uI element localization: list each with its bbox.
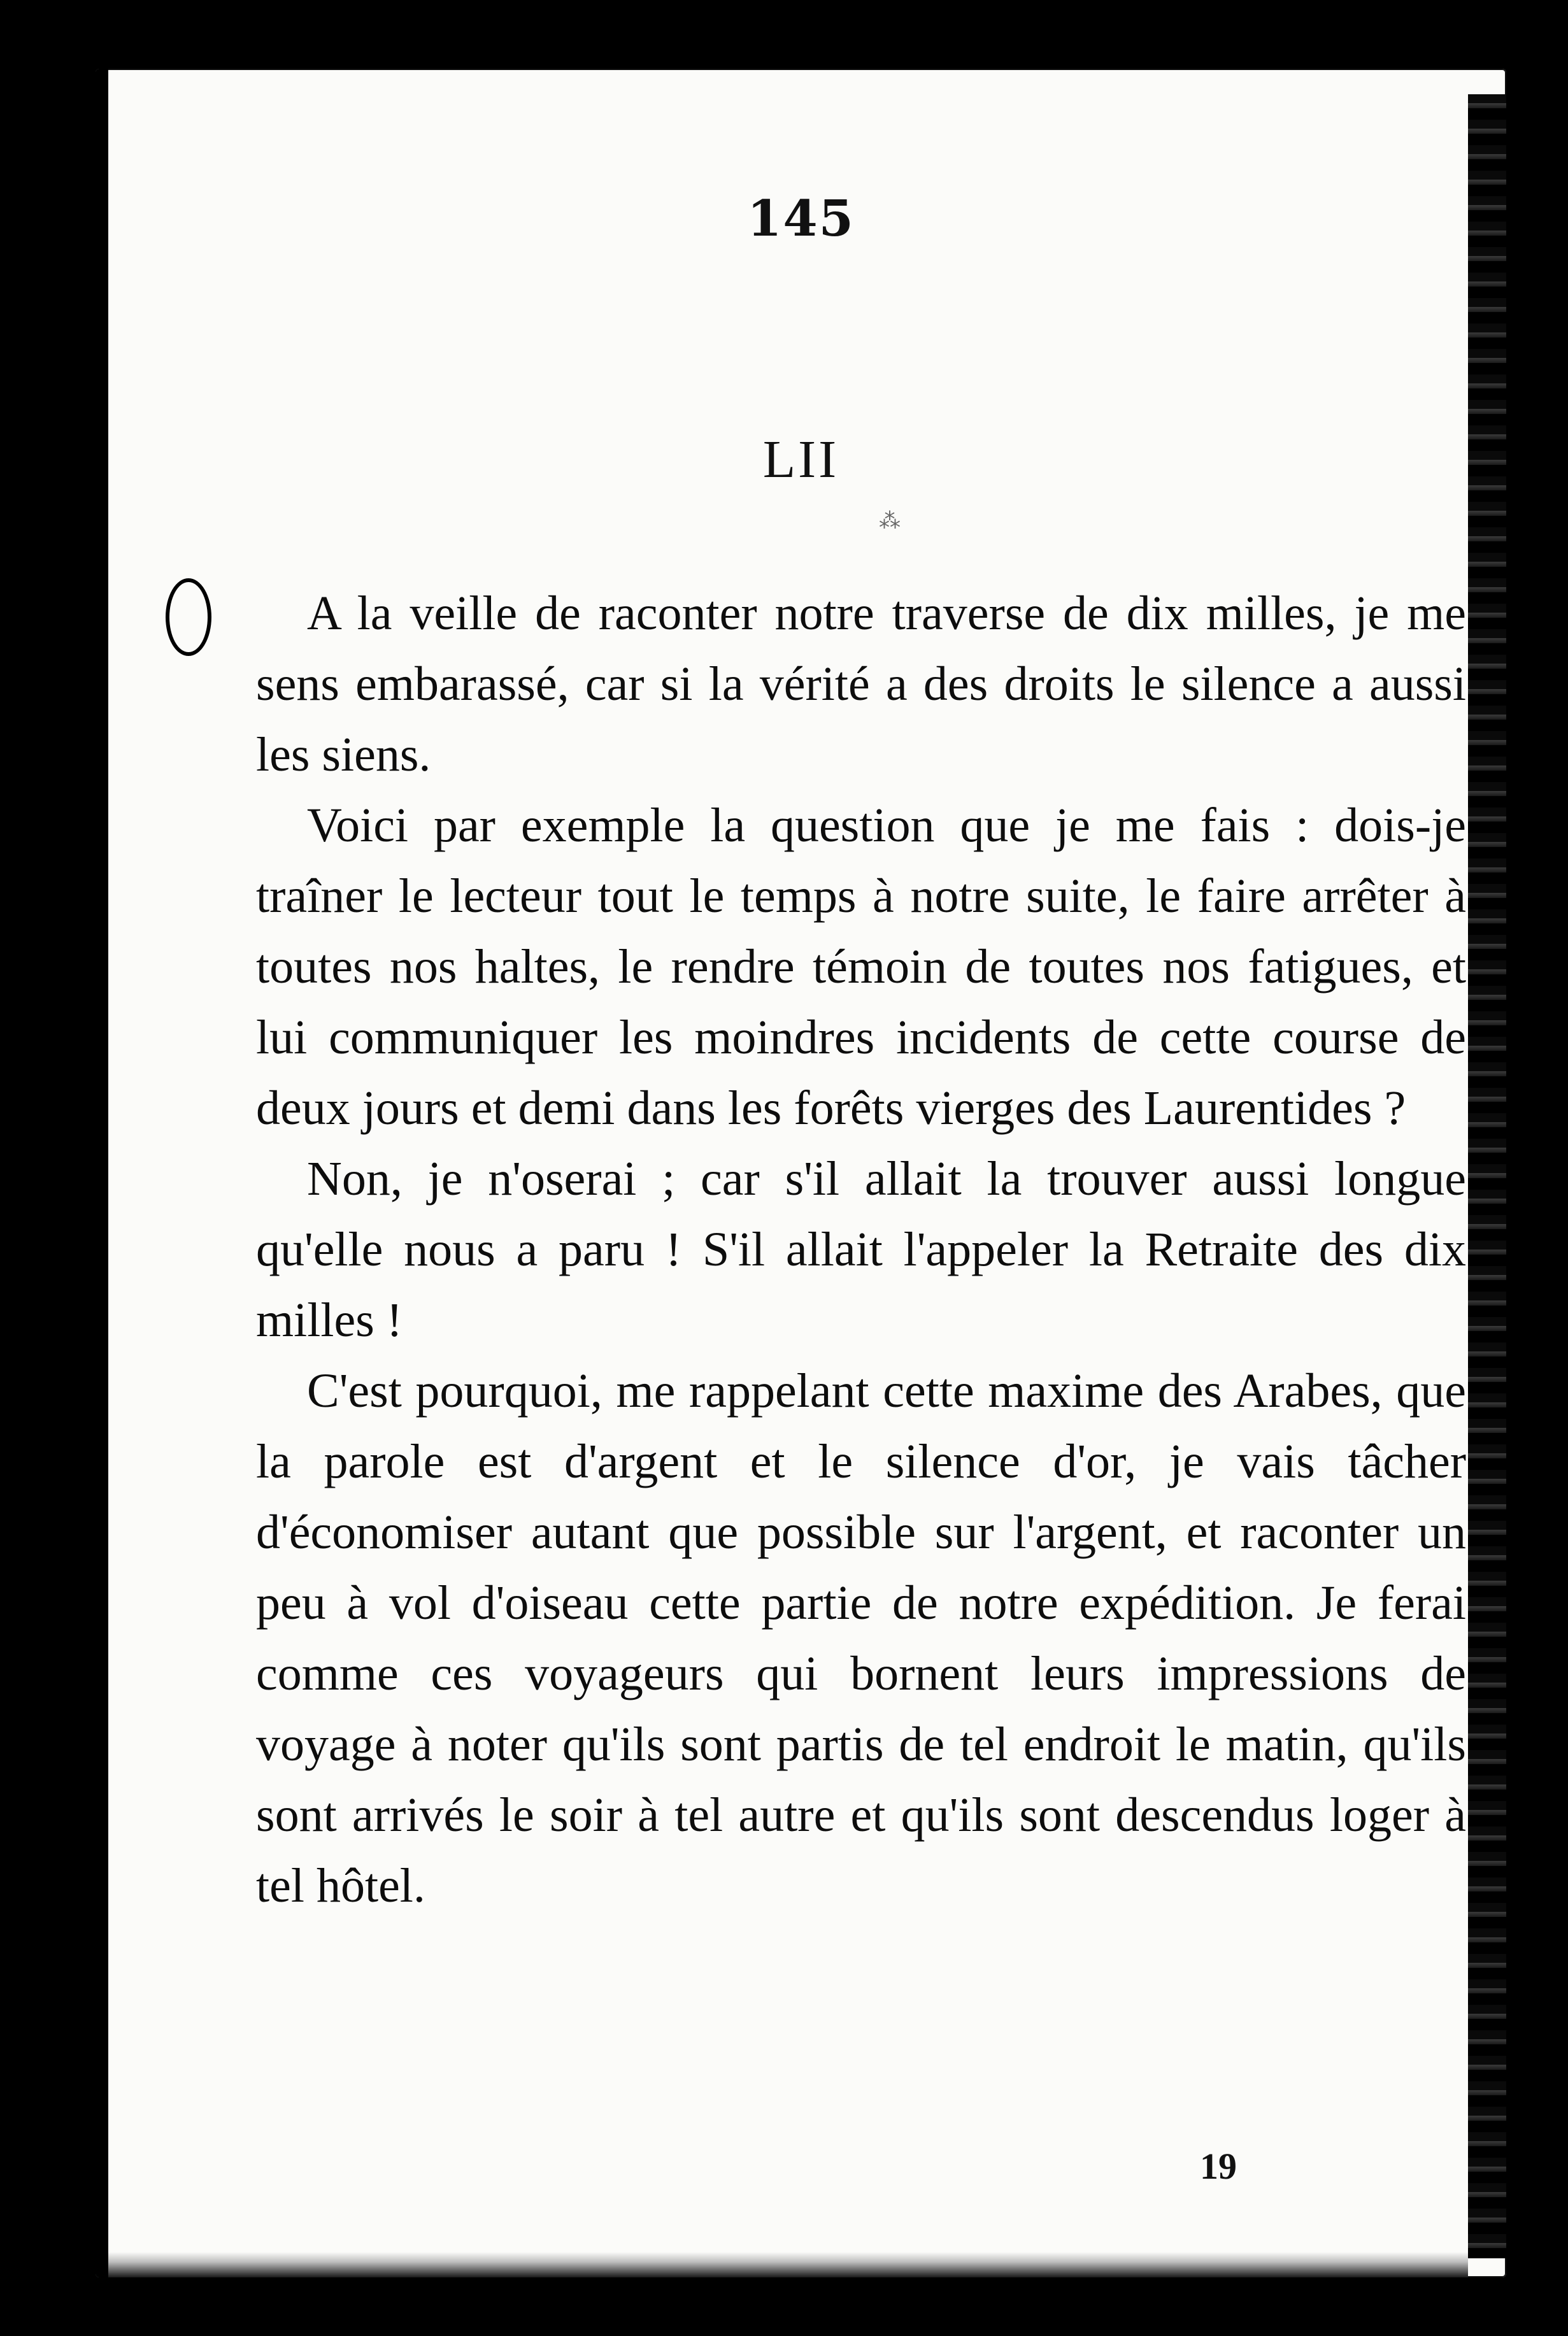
page-edge-right <box>1468 94 1506 2258</box>
ornament-mark: ⁂ <box>879 508 901 534</box>
signature-mark: 19 <box>1200 2146 1237 2187</box>
page-edge-bottom <box>108 2252 1468 2277</box>
book-page <box>96 69 1506 2277</box>
chapter-heading: LII <box>762 430 839 489</box>
body-text <box>256 578 1466 1921</box>
binding-hole <box>166 578 211 656</box>
paragraph: C'est pourquoi, me rappelant cette maxime des Arabes, que la parole est d'argent et le silence d'or, je vais tâcher d'économiser autant que possible sur l'argent, et raconter un peu à vol d'oiseau cette partie de notre expédition. Je ferai comme ces voyageurs qui bornent leurs impressions de voyage à noter qu'ils sont partis de tel endroit le matin, qu'ils sont arrivés le soir à tel autre et qu'ils sont descendus loger à tel hôtel. <box>256 1364 1466 1912</box>
page-number: 145 <box>747 190 855 248</box>
paragraph: A la veille de raconter notre traverse de dix milles, je me sens embarassé, car si la vérité a des droits le silence a aussi les siens. <box>256 587 1466 781</box>
paragraph: Non, je n'oserai ; car s'il allait la trouver aussi longue qu'elle nous a paru ! S'il allait l'appeler la Retraite des dix milles ! <box>256 1152 1466 1347</box>
paragraph: Voici par exemple la question que je me fais : dois-je traîner le lecteur tout le temps à notre suite, le faire arrêter à toutes nos haltes, le rendre témoin de toutes nos fatigues, et lui communiquer les moindres incidents de cette course de deux jours et demi dans les forêts vierges des Laurentides ? <box>256 799 1466 1135</box>
